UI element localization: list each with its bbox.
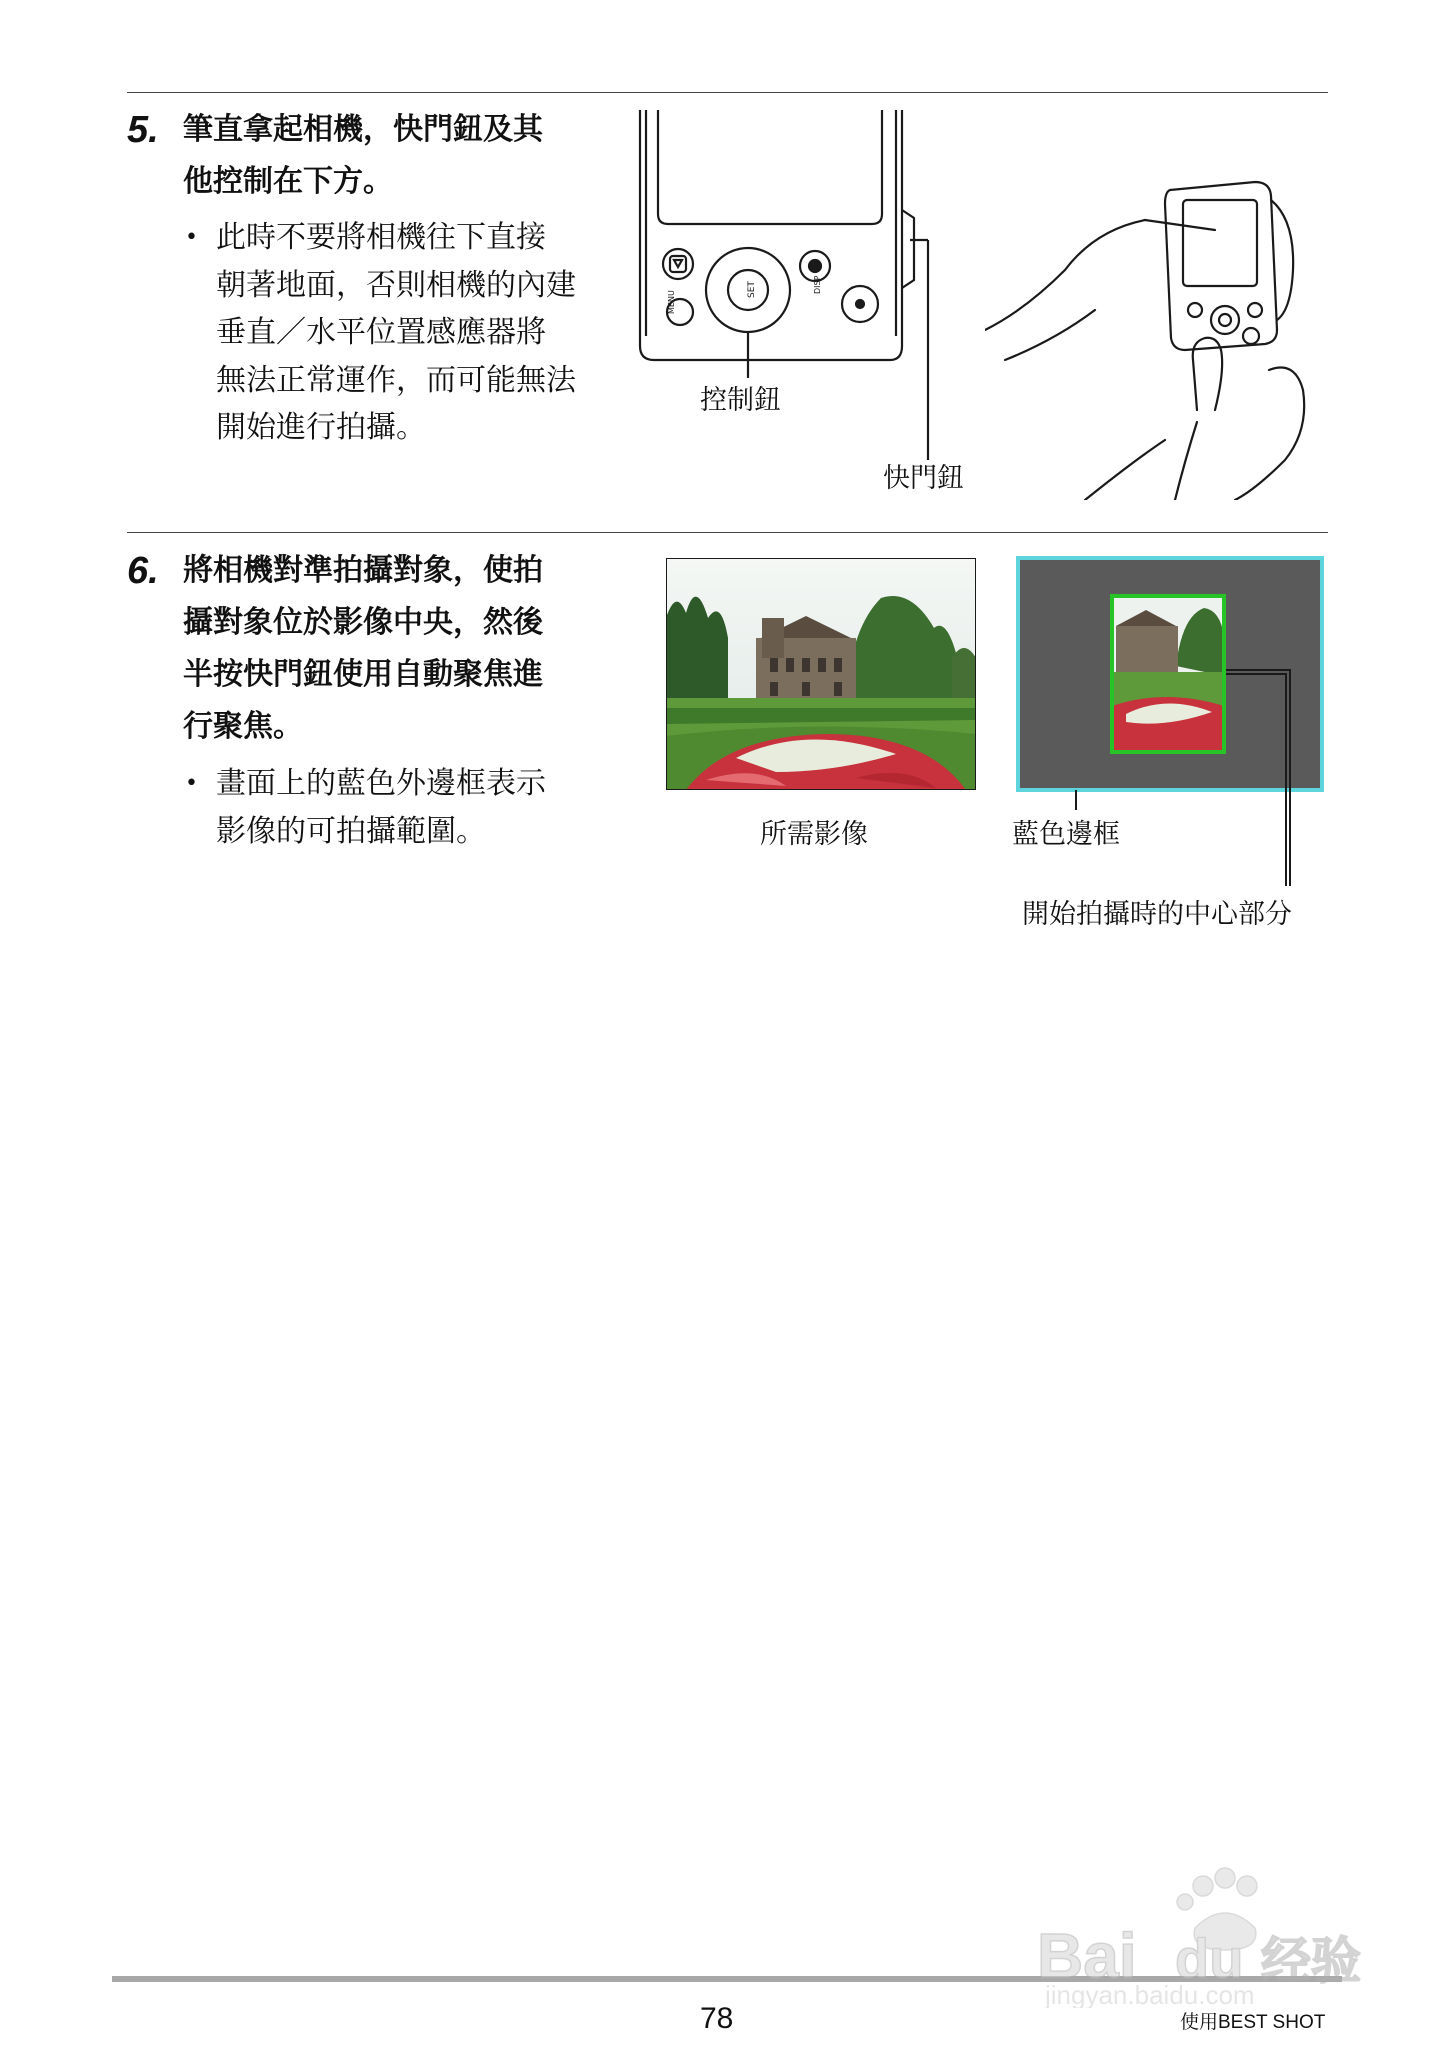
step-6-bullet-line: 畫面上的藍色外邊框表示 xyxy=(216,766,546,801)
desired-image-photo xyxy=(666,558,976,790)
step-6-bullet-text xyxy=(216,760,596,855)
step-6-number: 6. xyxy=(127,550,159,592)
menu-button-label: MENU xyxy=(667,290,676,314)
center-part-image xyxy=(1112,596,1224,752)
step-6-heading-line: 攝對象位於影像中央，然後 xyxy=(183,605,543,640)
step-6-bullet-line: 影像的可拍攝範圍。 xyxy=(216,813,486,849)
blue-frame-label: 藍色邊框 xyxy=(1012,819,1120,850)
step-5-heading-line: 筆直拿起相機，快門鈕及其 xyxy=(183,112,543,147)
step-5-bullet-text xyxy=(216,214,596,452)
shutter-button-label: 快門鈕 xyxy=(883,463,964,494)
step-5-bullet-line: 此時不要將相機往下直接 xyxy=(216,220,546,255)
step-5-bullet-line: 無法正常運作，而可能無法 xyxy=(216,362,576,398)
watermark-url: jingyan.baidu.com xyxy=(1045,1980,1255,2008)
baidu-jingyan-watermark xyxy=(1025,1858,1370,2008)
section-divider xyxy=(127,532,1328,533)
step-5-heading xyxy=(183,104,603,208)
desired-image-label: 所需影像 xyxy=(760,819,868,850)
disp-button-label: DISP xyxy=(813,275,822,294)
hands-holding-camera-illustration xyxy=(985,160,1330,500)
watermark-brand-du: du xyxy=(1175,1927,1244,1990)
camera-back-illustration xyxy=(630,110,930,500)
center-part-label: 開始拍攝時的中心部分 xyxy=(1022,899,1292,930)
step-6-heading xyxy=(183,545,603,753)
step-5-bullet-line: 開始進行拍攝。 xyxy=(216,410,426,445)
watermark-brand-cn: 经验 xyxy=(1261,1932,1361,1990)
top-divider xyxy=(127,92,1328,93)
blue-frame-illustration xyxy=(1016,556,1328,910)
step-6-heading-line: 將相機對準拍攝對象，使拍 xyxy=(183,553,543,588)
page-number: 78 xyxy=(700,2002,734,2035)
watermark-brand: Bai xyxy=(1037,1920,1137,1992)
step-5-bullet-mark: • xyxy=(185,225,198,250)
set-button-label: SET xyxy=(747,281,757,298)
step-6-heading-line: 行聚焦。 xyxy=(183,709,303,744)
step-5-bullet-line: 朝著地面，否則相機的內建 xyxy=(216,267,576,303)
section-name: 使用BEST SHOT xyxy=(1180,2012,1326,2033)
step-5-bullet-line: 垂直／水平位置感應器將 xyxy=(216,315,546,350)
step-5-number: 5. xyxy=(127,109,159,151)
step-6-bullet-mark: • xyxy=(185,771,198,796)
step-5-heading-line: 他控制在下方。 xyxy=(183,164,393,199)
control-button-label: 控制鈕 xyxy=(700,385,781,416)
step-6-heading-line: 半按快門鈕使用自動聚焦進 xyxy=(183,657,543,692)
